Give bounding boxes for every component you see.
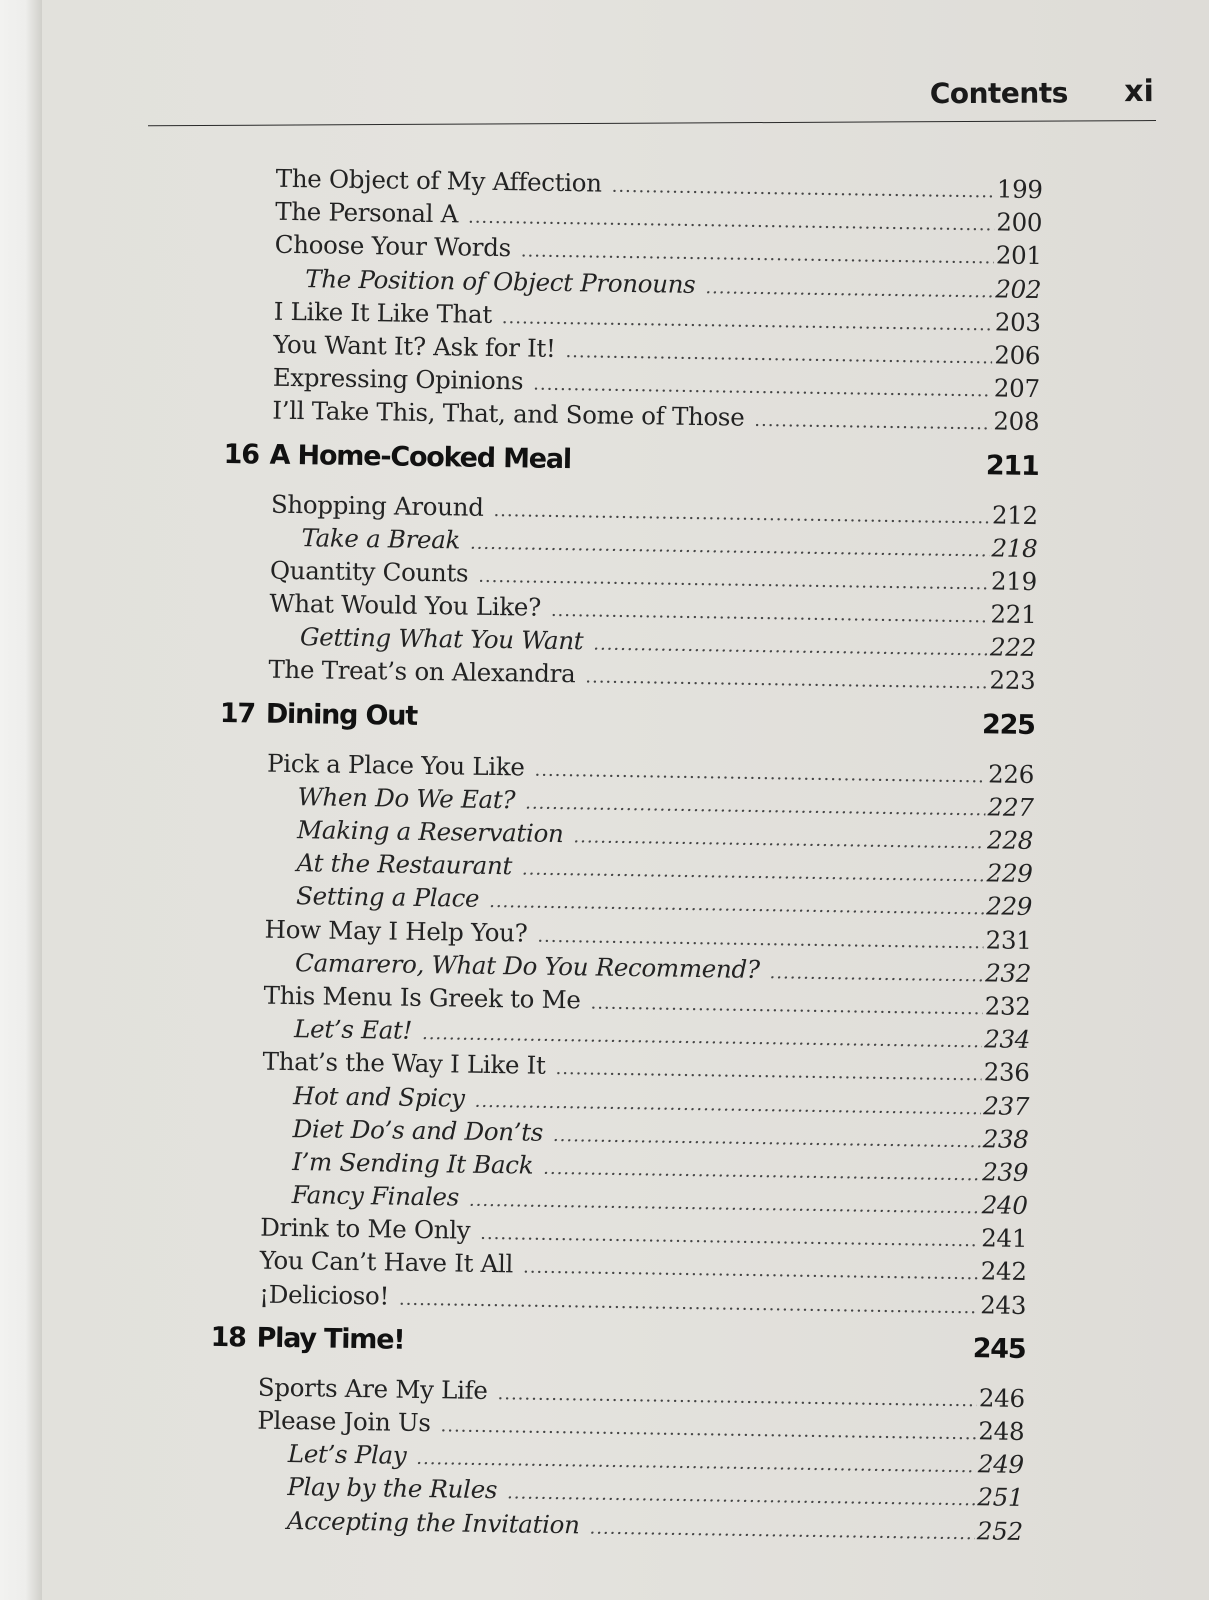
entry-title: Pick a Place You Like [266, 748, 525, 782]
chapter-page-number: 225 [981, 708, 1035, 741]
dot-leader [523, 1257, 979, 1285]
entry-page-number: 218 [991, 533, 1038, 563]
book-spine-edge [0, 0, 42, 1600]
chapter-number: 16 [223, 438, 260, 470]
dot-leader [612, 176, 995, 203]
entry-page-number: 246 [978, 1383, 1025, 1413]
dot-leader [440, 1415, 976, 1444]
entry-title: I’ll Take This, That, and Some of Those [272, 395, 745, 432]
entry-title: Getting What You Want [299, 622, 584, 656]
chapter-number: 17 [219, 697, 256, 730]
entry-title: Let’s Play [287, 1439, 407, 1470]
entry-page-number: 251 [977, 1482, 1024, 1513]
dot-leader [551, 600, 989, 627]
entry-title: Fancy Finales [291, 1180, 460, 1212]
entry-title: Sports Are My Life [257, 1372, 488, 1405]
entry-page-number: 222 [989, 632, 1037, 663]
entry-page-number: 243 [980, 1289, 1027, 1320]
dot-leader [533, 374, 992, 402]
dot-leader [565, 341, 992, 368]
entry-page-number: 239 [982, 1157, 1029, 1187]
entry-page-number: 200 [996, 207, 1043, 238]
entry-title: Accepting the Invitation [286, 1505, 580, 1539]
dot-leader [534, 759, 986, 787]
entry-page-number: 228 [986, 825, 1034, 856]
entry-page-number: 229 [986, 858, 1033, 889]
entry-title: Quantity Counts [269, 555, 469, 588]
entry-title: The Treat’s on Alexandra [268, 655, 576, 689]
dot-leader [521, 241, 994, 269]
entry-title: Take a Break [301, 522, 461, 555]
chapter-number: 18 [210, 1321, 246, 1354]
entry-page-number: 206 [994, 340, 1041, 371]
entry-title: I Like It Like That [273, 296, 493, 329]
entry-title: How May I Help You? [264, 914, 528, 948]
entry-page-number: 234 [983, 1024, 1031, 1055]
dot-leader [573, 826, 985, 853]
dot-leader [589, 1517, 975, 1544]
running-head-page-number: xi [1124, 74, 1154, 110]
entry-page-number: 232 [984, 991, 1031, 1021]
dot-leader [769, 962, 983, 986]
entry-title: That’s the Way I Like It [262, 1046, 546, 1081]
dot-leader [590, 992, 982, 1019]
chapter-title: Play Time! [256, 1322, 405, 1356]
entry-page-number: 227 [987, 792, 1034, 822]
chapter-page-number: 245 [972, 1332, 1026, 1365]
entry-title: Diet Do’s and Don’ts [292, 1113, 544, 1147]
entry-page-number: 252 [976, 1515, 1024, 1546]
entry-page-number: 240 [981, 1190, 1028, 1221]
entry-title: ¡Delicioso! [259, 1279, 390, 1311]
entry-title: Choose Your Words [274, 230, 512, 263]
entry-title: This Menu Is Greek to Me [263, 980, 581, 1015]
dot-leader [422, 1023, 982, 1052]
entry-title: Camarero, What Do You Recommend? [294, 947, 760, 984]
dot-leader [489, 891, 984, 919]
dot-leader [478, 566, 989, 595]
chapter-page-number: 211 [985, 449, 1039, 482]
entry-title: You Want It? Ask for It! [273, 329, 556, 363]
dot-leader [502, 307, 993, 335]
entry-page-number: 237 [983, 1090, 1030, 1121]
entry-page-number: 249 [977, 1449, 1024, 1480]
entry-page-number: 242 [980, 1256, 1027, 1287]
dot-leader [469, 1190, 980, 1219]
dot-leader [416, 1448, 976, 1477]
entry-title: Expressing Opinions [272, 362, 524, 396]
dot-leader [754, 410, 991, 435]
entry-page-number: 221 [990, 599, 1037, 630]
entry-title: You Can’t Have It All [259, 1246, 514, 1279]
chapter-title: Dining Out [265, 698, 418, 732]
entry-title: The Object of My Affection [275, 163, 602, 198]
entry-page-number: 201 [995, 240, 1042, 271]
dot-leader [480, 1223, 979, 1251]
dot-leader [585, 667, 987, 694]
entry-title: Hot and Spicy [292, 1080, 465, 1113]
entry-title: When Do We Eat? [297, 781, 516, 815]
entry-title: Play by the Rules [287, 1472, 498, 1505]
entry-page-number: 219 [990, 566, 1038, 596]
entry-page-number: 212 [991, 499, 1039, 530]
entry-title: Let’s Eat! [293, 1014, 413, 1045]
entry-page-number: 203 [994, 307, 1041, 337]
entry-title: Drink to Me Only [259, 1212, 471, 1245]
entry-title: Making a Reservation [296, 815, 564, 849]
table-of-contents [208, 163, 1043, 1550]
entry-page-number: 202 [995, 273, 1042, 304]
entry-page-number: 238 [982, 1123, 1029, 1154]
entry-title: I’m Sending It Back [291, 1146, 534, 1180]
entry-page-number: 223 [989, 665, 1036, 696]
dot-leader [493, 499, 990, 527]
running-head [148, 74, 1156, 126]
chapter-title: A Home-Cooked Meal [269, 439, 572, 475]
dot-leader [522, 859, 985, 887]
dot-leader [553, 1125, 981, 1152]
entry-page-number: 248 [978, 1416, 1025, 1446]
entry-title: Setting a Place [295, 881, 480, 914]
entry-title: What Would You Like? [269, 588, 542, 622]
entry-page-number: 208 [993, 406, 1040, 437]
dot-leader [470, 532, 990, 561]
dot-leader [555, 1058, 981, 1085]
dot-leader [475, 1090, 982, 1119]
dot-leader [593, 634, 988, 661]
dot-leader [468, 207, 995, 236]
dot-leader [543, 1158, 980, 1185]
entry-page-number: 207 [993, 373, 1040, 404]
entry-page-number: 229 [985, 891, 1033, 922]
entry-title: Shopping Around [270, 489, 484, 522]
entry-page-number: 231 [985, 924, 1032, 955]
running-head-title: Contents [929, 76, 1068, 111]
entry-page-number: 232 [984, 958, 1032, 988]
dot-leader [497, 1383, 977, 1411]
entry-page-number: 226 [987, 758, 1035, 789]
dot-leader [399, 1288, 979, 1318]
entry-page-number: 236 [983, 1057, 1030, 1088]
entry-title: The Position of Object Pronouns [305, 263, 696, 299]
entry-page-number: 199 [996, 174, 1043, 205]
entry-page-number: 241 [981, 1223, 1028, 1254]
dot-leader [705, 277, 993, 302]
entry-title: Please Join Us [257, 1405, 431, 1438]
entry-title: At the Restaurant [296, 848, 513, 881]
dot-leader [507, 1483, 976, 1511]
entry-title: The Personal A [275, 196, 459, 229]
dot-leader [537, 925, 984, 953]
dot-leader [525, 792, 986, 820]
